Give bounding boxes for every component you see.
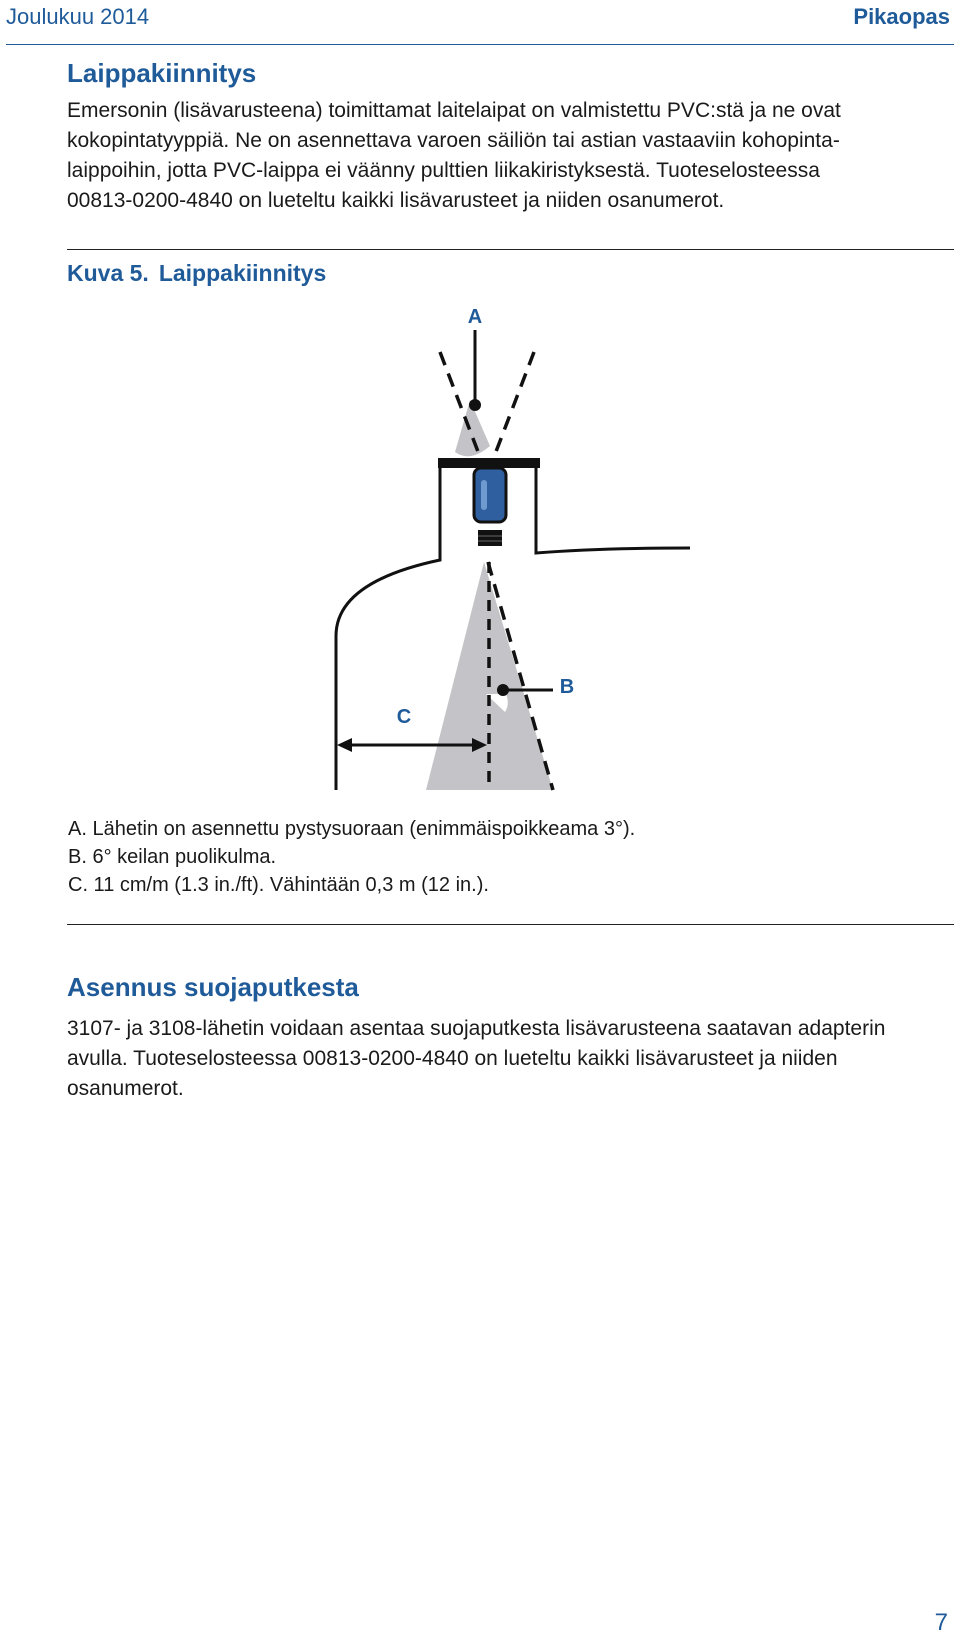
- header-doc-type: Pikaopas: [853, 4, 950, 29]
- section-paragraph-standpipe-mounting: [67, 1014, 947, 1104]
- legend-item-b: B. 6° keilan puolikulma.: [68, 846, 277, 868]
- callout-c-arrowhead-left: [337, 738, 352, 752]
- callout-a-dot: [469, 399, 481, 411]
- flange-mounting-diagram: [0, 300, 960, 800]
- page-number: 7: [934, 1609, 948, 1636]
- tilt-limit-dashed-line-right: [489, 352, 534, 470]
- header-date: Joulukuu 2014: [6, 4, 150, 29]
- transmitter-highlight: [481, 480, 487, 510]
- transmitter-thread: [478, 530, 502, 546]
- figure-title: [67, 260, 326, 287]
- paragraph-line: avulla. Tuoteselosteessa 00813-0200-4840 on lueteltu kaikki lisävarusteet ja niiden: [67, 1047, 838, 1070]
- paragraph-line: osanumerot.: [67, 1077, 184, 1100]
- paragraph-line: 00813-0200-4840 on lueteltu kaikki lisävarusteet ja niiden osanumerot.: [67, 189, 725, 212]
- section-heading-standpipe-mounting: Asennus suojaputkesta: [67, 972, 359, 1002]
- vessel-wall-right: [536, 465, 690, 553]
- paragraph-line: kokopintatyyppiä. Ne on asennettava varoen säiliön tai astian vastaaviin kohopinta-: [67, 129, 840, 152]
- callout-c-label: C: [396, 706, 412, 728]
- paragraph-line: Emersonin (lisävarusteena) toimittamat laitelaipat on valmistettu PVC:stä ja ne ovat: [67, 99, 841, 122]
- header-divider: [6, 44, 954, 45]
- transmitter-body: [474, 468, 506, 522]
- figure-top-rule: [67, 249, 954, 250]
- section-heading-flange-mounting: Laippakiinnitys: [67, 58, 257, 88]
- callout-a-label: A: [467, 306, 483, 328]
- callout-b-dot: [497, 684, 509, 696]
- legend-item-a: A. Lähetin on asennettu pystysuoraan (enimmäispoikkeama 3°).: [68, 818, 636, 840]
- figure-bottom-rule: [67, 924, 954, 925]
- section-paragraph-flange-mounting: [67, 96, 947, 216]
- callout-b-label: B: [559, 676, 575, 698]
- figure-title-text: Laippakiinnitys: [158, 260, 327, 286]
- figure-legend: [68, 815, 635, 899]
- paragraph-line: 3107- ja 3108-lähetin voidaan asentaa suojaputkesta lisävarusteena saatavan adapterin: [67, 1017, 886, 1040]
- figure-number: Kuva 5.: [67, 260, 149, 286]
- legend-item-c: C. 11 cm/m (1.3 in./ft). Vähintään 0,3 m (12 in.).: [68, 874, 489, 896]
- paragraph-line: laippoihin, jotta PVC-laippa ei väänny pulttien liikakiristyksestä. Tuoteselosteessa: [67, 159, 820, 182]
